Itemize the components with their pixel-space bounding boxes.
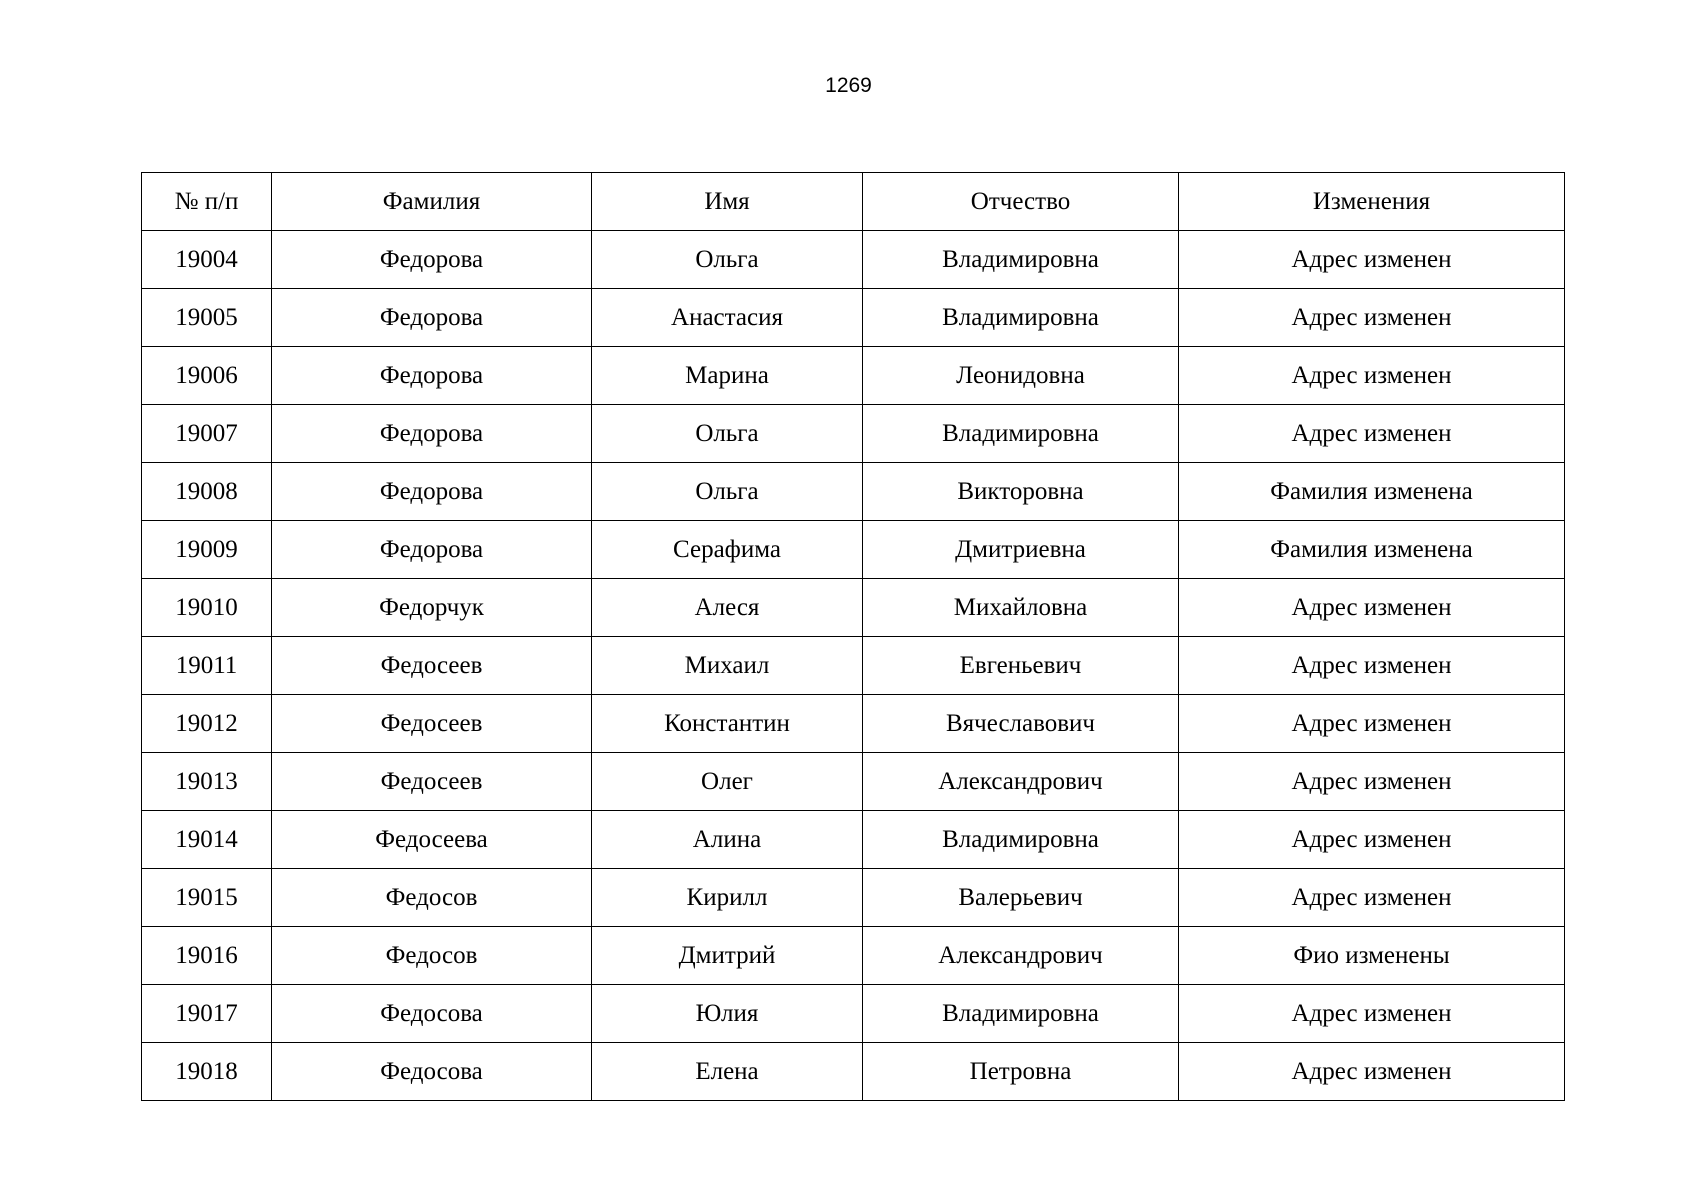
table-row: [142, 521, 1565, 579]
header-row: [142, 173, 1565, 231]
table-row: [142, 811, 1565, 869]
cell-patronymic: Владимировна: [863, 289, 1179, 347]
table-row: [142, 637, 1565, 695]
cell-surname: Федорова: [272, 347, 592, 405]
cell-surname: Федорова: [272, 289, 592, 347]
cell-first-name: Кирилл: [592, 869, 863, 927]
cell-first-name: Марина: [592, 347, 863, 405]
cell-surname: Федорова: [272, 521, 592, 579]
header-first-name: Имя: [592, 173, 863, 231]
cell-changes: Адрес изменен: [1179, 695, 1565, 753]
cell-first-name: Константин: [592, 695, 863, 753]
cell-changes: Адрес изменен: [1179, 347, 1565, 405]
cell-surname: Федосеева: [272, 811, 592, 869]
table-row: [142, 405, 1565, 463]
cell-number: 19011: [142, 637, 272, 695]
cell-number: 19012: [142, 695, 272, 753]
cell-first-name: Анастасия: [592, 289, 863, 347]
cell-patronymic: Александрович: [863, 927, 1179, 985]
header-surname: Фамилия: [272, 173, 592, 231]
cell-changes: Фио изменены: [1179, 927, 1565, 985]
cell-changes: Адрес изменен: [1179, 231, 1565, 289]
cell-surname: Федосова: [272, 985, 592, 1043]
cell-first-name: Михаил: [592, 637, 863, 695]
cell-number: 19016: [142, 927, 272, 985]
cell-first-name: Ольга: [592, 463, 863, 521]
cell-surname: Федосова: [272, 1043, 592, 1101]
cell-surname: Федосеев: [272, 753, 592, 811]
table-row: [142, 695, 1565, 753]
cell-number: 19008: [142, 463, 272, 521]
cell-changes: Адрес изменен: [1179, 405, 1565, 463]
cell-surname: Федосеев: [272, 637, 592, 695]
cell-patronymic: Леонидовна: [863, 347, 1179, 405]
cell-number: 19005: [142, 289, 272, 347]
cell-number: 19018: [142, 1043, 272, 1101]
cell-changes: Адрес изменен: [1179, 579, 1565, 637]
cell-first-name: Ольга: [592, 405, 863, 463]
cell-first-name: Дмитрий: [592, 927, 863, 985]
cell-number: 19010: [142, 579, 272, 637]
cell-surname: Федосеев: [272, 695, 592, 753]
cell-first-name: Олег: [592, 753, 863, 811]
cell-changes: Адрес изменен: [1179, 753, 1565, 811]
cell-number: 19013: [142, 753, 272, 811]
header-changes: Изменения: [1179, 173, 1565, 231]
cell-patronymic: Владимировна: [863, 405, 1179, 463]
cell-patronymic: Викторовна: [863, 463, 1179, 521]
cell-first-name: Елена: [592, 1043, 863, 1101]
cell-number: 19006: [142, 347, 272, 405]
cell-first-name: Ольга: [592, 231, 863, 289]
cell-first-name: Серафима: [592, 521, 863, 579]
records-table: [141, 172, 1565, 1101]
table-row: [142, 753, 1565, 811]
cell-patronymic: Владимировна: [863, 231, 1179, 289]
cell-number: 19015: [142, 869, 272, 927]
header-number: № п/п: [142, 173, 272, 231]
cell-patronymic: Александрович: [863, 753, 1179, 811]
table-header: [142, 173, 1565, 231]
cell-patronymic: Петровна: [863, 1043, 1179, 1101]
cell-first-name: Алина: [592, 811, 863, 869]
cell-patronymic: Владимировна: [863, 985, 1179, 1043]
cell-patronymic: Владимировна: [863, 811, 1179, 869]
table-row: [142, 985, 1565, 1043]
cell-surname: Федорова: [272, 231, 592, 289]
cell-surname: Федорчук: [272, 579, 592, 637]
cell-surname: Федосов: [272, 869, 592, 927]
cell-patronymic: Вячеславович: [863, 695, 1179, 753]
cell-number: 19009: [142, 521, 272, 579]
cell-patronymic: Дмитриевна: [863, 521, 1179, 579]
cell-changes: Адрес изменен: [1179, 289, 1565, 347]
table-row: [142, 927, 1565, 985]
cell-number: 19004: [142, 231, 272, 289]
cell-changes: Адрес изменен: [1179, 869, 1565, 927]
cell-number: 19014: [142, 811, 272, 869]
cell-changes: Адрес изменен: [1179, 985, 1565, 1043]
cell-changes: Адрес изменен: [1179, 637, 1565, 695]
cell-first-name: Алеся: [592, 579, 863, 637]
cell-changes: Адрес изменен: [1179, 1043, 1565, 1101]
cell-changes: Фамилия изменена: [1179, 463, 1565, 521]
cell-patronymic: Михайловна: [863, 579, 1179, 637]
header-patronymic: Отчество: [863, 173, 1179, 231]
cell-changes: Адрес изменен: [1179, 811, 1565, 869]
cell-number: 19007: [142, 405, 272, 463]
table-row: [142, 1043, 1565, 1101]
table-row: [142, 579, 1565, 637]
cell-patronymic: Валерьевич: [863, 869, 1179, 927]
page-number: 1269: [825, 74, 872, 97]
cell-number: 19017: [142, 985, 272, 1043]
table-row: [142, 347, 1565, 405]
table-row: [142, 869, 1565, 927]
cell-surname: Федосов: [272, 927, 592, 985]
cell-surname: Федорова: [272, 463, 592, 521]
table-body: [142, 231, 1565, 1101]
cell-patronymic: Евгеньевич: [863, 637, 1179, 695]
table-row: [142, 289, 1565, 347]
table-row: [142, 231, 1565, 289]
cell-changes: Фамилия изменена: [1179, 521, 1565, 579]
table-row: [142, 463, 1565, 521]
cell-first-name: Юлия: [592, 985, 863, 1043]
cell-surname: Федорова: [272, 405, 592, 463]
